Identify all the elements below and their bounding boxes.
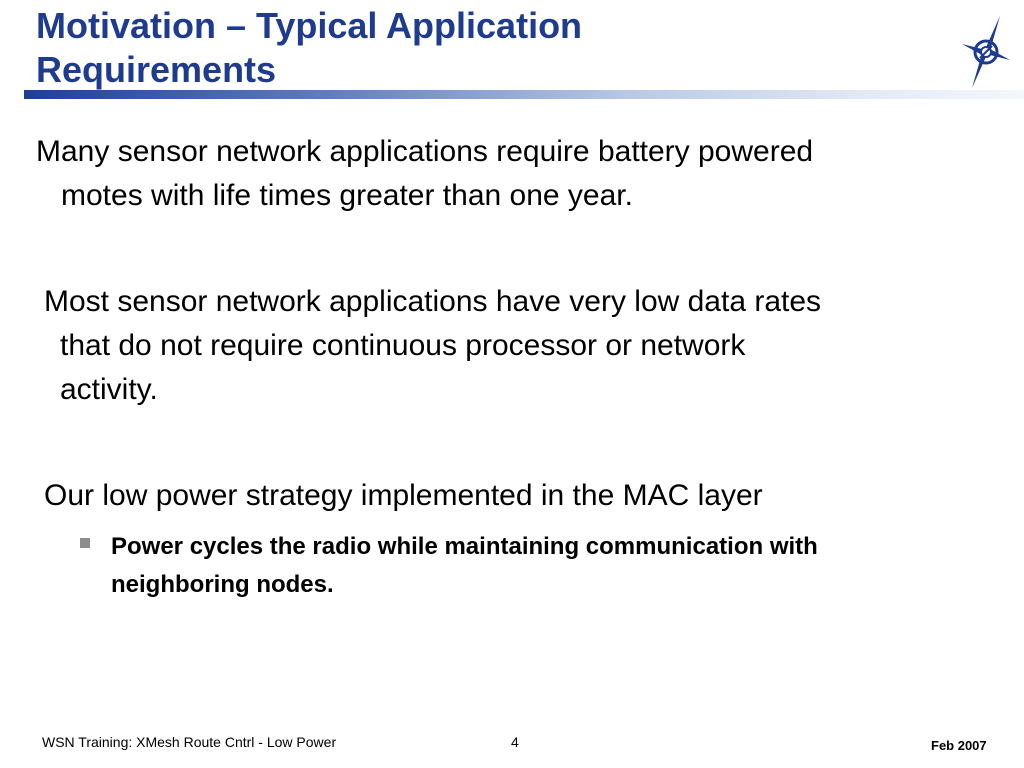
bullet-text-line: Our low power strategy implemented in the MAC layer — [44, 479, 763, 512]
bullet-text-line: Many sensor network applications require battery powered — [36, 135, 814, 168]
sub-bullet-power-cycles — [80, 528, 980, 604]
square-bullet-icon — [80, 538, 90, 548]
bullet-text-line: motes with life times greater than one year. — [61, 179, 633, 212]
bullet-battery-powered — [36, 130, 986, 218]
footer-date: Feb 2007 — [931, 738, 987, 753]
bullet-text-line: Most sensor network applications have very low data rates — [44, 285, 822, 318]
footer-presentation-title: WSN Training: XMesh Route Cntrl - Low Power — [42, 734, 337, 750]
bullet-low-power-strategy — [44, 474, 994, 518]
sub-bullet-text-line: Power cycles the radio while maintaining communication with — [111, 533, 818, 560]
bullet-low-data-rates — [44, 280, 994, 412]
footer-page-number: 4 — [511, 734, 519, 750]
bullet-text-line: activity. — [60, 373, 158, 406]
bullet-text-line: that do not require continuous processor or network — [60, 329, 746, 362]
slide-title-line2: Requirements — [36, 49, 277, 90]
slide-title-line1: Motivation – Typical Application — [36, 5, 583, 46]
sub-bullet-text-line: neighboring nodes. — [111, 571, 334, 598]
